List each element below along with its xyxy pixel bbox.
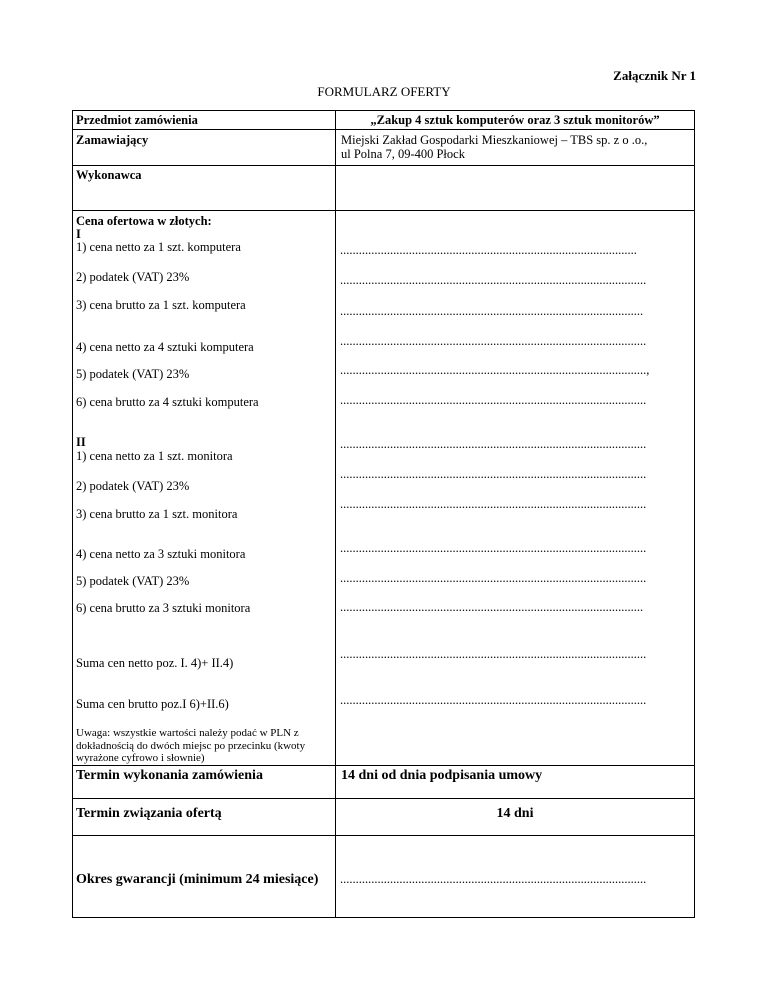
section-1-item: 6) cena brutto za 4 sztuki komputera [76,395,259,409]
contractor-label: Wykonawca [76,168,142,182]
offer-form-table [72,110,695,918]
section-1-heading: I [76,227,81,241]
field-dots[interactable]: .................................................................................................. [340,571,647,585]
field-dots[interactable]: .................................................................................................. [340,334,647,348]
field-dots[interactable]: ............................................................................................... [340,243,637,257]
ordering-party-line1: Miejski Zakład Gospodarki Mieszkaniowej – TBS sp. z o .o., [341,133,648,147]
subject-value: „Zakup 4 sztuk komputerów oraz 3 sztuk monitorów” [370,113,660,127]
term-value: 14 dni od dnia podpisania umowy [341,768,543,783]
form-title: FORMULARZ OFERTY [317,84,451,99]
row-divider [72,210,695,211]
warranty-field-dots[interactable]: .................................................................................................. [340,872,647,886]
section-2-item: 3) cena brutto za 1 szt. monitora [76,507,238,521]
sum-gross-label: Suma cen brutto poz.I 6)+II.6) [76,697,229,711]
section-2-heading: II [76,435,86,449]
section-1-item: 2) podatek (VAT) 23% [76,270,190,284]
row-divider [72,798,695,799]
term-label: Termin wykonania zamówienia [76,768,263,783]
field-dots[interactable]: .................................................................................................. [340,693,647,707]
table-border-top [72,110,695,111]
table-column-divider [335,110,336,918]
ordering-party-line2: ul Polna 7, 09-400 Płock [341,147,465,161]
table-border-right [694,110,695,918]
field-dots[interactable]: .................................................................................................. [340,467,647,481]
note-text: Uwaga: wszystkie wartości należy podać w PLN z dokładnością do dwóch miejsc po przecinku (kwoty wyrażone cyfrowo i słownie) [76,727,306,764]
section-1-item: 4) cena netto za 4 sztuki komputera [76,340,254,354]
sum-net-label: Suma cen netto poz. I. 4)+ II.4) [76,656,234,670]
field-dots[interactable]: .................................................................................................. [340,437,647,451]
section-2-item: 6) cena brutto za 3 sztuki monitora [76,601,251,615]
section-2-item: 2) podatek (VAT) 23% [76,479,190,493]
field-dots[interactable]: ................................................................................................. [340,304,644,318]
field-dots[interactable]: .................................................................................................. [340,541,647,555]
subject-label: Przedmiot zamówienia [76,113,198,127]
section-2-item: 5) podatek (VAT) 23% [76,574,190,588]
warranty-label: Okres gwarancji (minimum 24 miesiące) [76,872,319,887]
field-dots[interactable]: ................................................................................................. [340,600,644,614]
field-dots[interactable]: .................................................................................................. [340,273,647,287]
price-heading: Cena ofertowa w złotych: [76,214,212,228]
binding-label: Termin związania ofertą [76,806,222,821]
field-dots[interactable]: .................................................................................................. [340,497,647,511]
row-divider [72,765,695,766]
row-divider [72,165,695,166]
field-dots[interactable]: .................................................................................................., [340,363,650,377]
field-dots[interactable]: .................................................................................................. [340,647,647,661]
row-divider [72,129,695,130]
binding-value: 14 dni [496,806,534,821]
table-border-bottom [72,917,695,918]
section-2-item: 4) cena netto za 3 sztuki monitora [76,547,246,561]
field-dots[interactable]: .................................................................................................. [340,393,647,407]
table-border-left [72,110,73,918]
section-2-item: 1) cena netto za 1 szt. monitora [76,449,233,463]
attachment-label: Załącznik Nr 1 [613,68,696,83]
ordering-party-label: Zamawiający [76,133,149,147]
section-1-item: 5) podatek (VAT) 23% [76,367,190,381]
section-1-item: 1) cena netto za 1 szt. komputera [76,240,241,254]
section-1-item: 3) cena brutto za 1 szt. komputera [76,298,246,312]
row-divider [72,835,695,836]
